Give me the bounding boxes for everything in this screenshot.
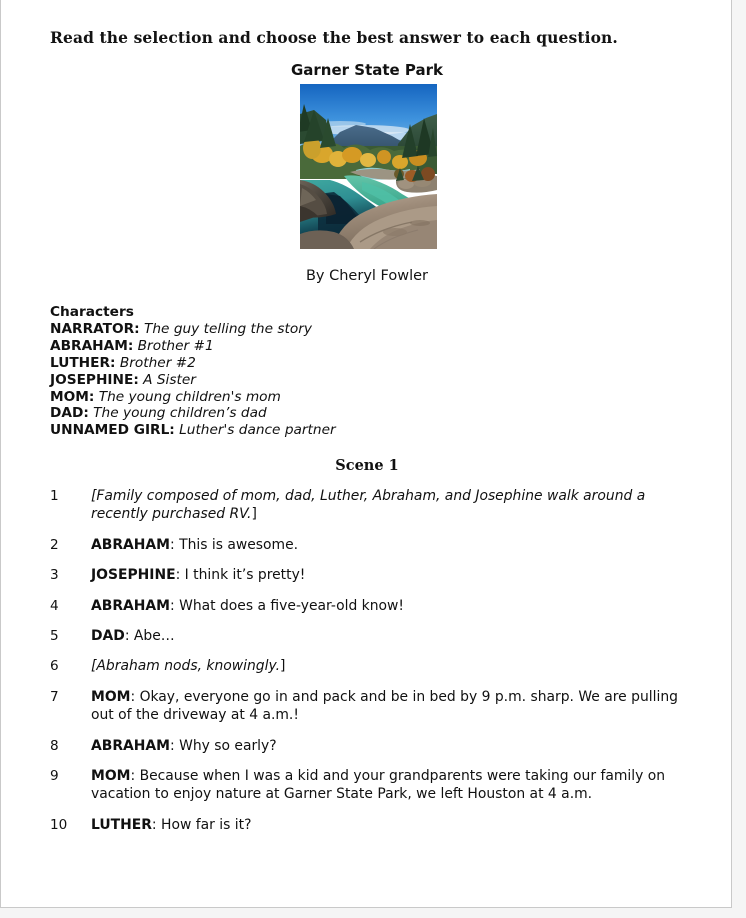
line-text: : This is awesome. [169, 536, 299, 553]
speaker-name: DAD [91, 628, 125, 645]
line-body [91, 816, 732, 834]
line-number: 8 [50, 737, 59, 754]
character-description: A Sister [143, 371, 196, 388]
character-entry [50, 321, 610, 338]
character-name: ABRAHAM: [50, 337, 134, 354]
line-text: : Why so early? [169, 737, 277, 754]
line-text: : I think it’s pretty! [175, 567, 306, 584]
character-description: Brother #1 [137, 337, 214, 354]
speaker-name: ABRAHAM [91, 737, 170, 754]
page-title: Garner State Park [290, 61, 444, 79]
dialogue-line [1, 688, 732, 725]
character-name: MOM: [50, 388, 95, 405]
speaker-name: LUTHER [91, 816, 152, 833]
stage-bracket-close: ] [280, 658, 286, 675]
character-name: UNNAMED GIRL: [50, 422, 175, 439]
character-entry [50, 355, 610, 372]
speaker-name: ABRAHAM [91, 597, 170, 614]
line-body [91, 536, 732, 554]
line-body [91, 487, 732, 524]
line-number: 5 [50, 628, 59, 645]
garner-state-park-photo [300, 84, 437, 249]
character-description: Luther's dance partner [179, 422, 336, 439]
character-description: Brother #2 [119, 354, 196, 371]
dialogue-line [1, 816, 732, 834]
line-text: : How far is it? [151, 816, 252, 833]
speaker-name: ABRAHAM [91, 536, 170, 553]
line-number: 4 [50, 597, 59, 614]
character-description: The young children's mom [98, 388, 281, 405]
scene-heading: Scene 1 [335, 457, 399, 474]
dialogue-line [1, 627, 732, 645]
character-name: JOSEPHINE: [50, 371, 139, 388]
character-entry [50, 405, 610, 422]
character-name: DAD: [50, 405, 89, 422]
line-number: 10 [50, 816, 68, 833]
line-body [91, 566, 732, 584]
line-text: : Okay, everyone go in and pack and be in bed by 9 p.m. sharp. We are pulling out of the driveway at 4 a.m.! [91, 688, 678, 724]
line-body [91, 657, 732, 675]
instruction-text: Read the selection and choose the best answer to each question. [50, 28, 618, 47]
characters-heading: Characters [50, 304, 134, 320]
speaker-name: MOM [91, 688, 131, 705]
line-number: 9 [50, 768, 59, 785]
character-name: LUTHER: [50, 354, 116, 371]
line-number: 7 [50, 688, 59, 705]
dialogue-line [1, 767, 732, 804]
line-body [91, 597, 732, 615]
selection-image [300, 84, 437, 249]
character-entry [50, 372, 610, 389]
stage-direction: [Abraham nods, knowingly. [91, 658, 281, 675]
dialogue-line [1, 566, 732, 584]
speaker-name: JOSEPHINE [91, 567, 176, 584]
character-name: NARRATOR: [50, 320, 140, 337]
line-number: 6 [50, 658, 59, 675]
character-description: The guy telling the story [144, 320, 312, 337]
dialogue-line [1, 657, 732, 675]
character-entry [50, 338, 610, 355]
dialogue-list [1, 487, 732, 846]
line-number: 2 [50, 536, 59, 553]
dialogue-line [1, 737, 732, 755]
dialogue-line [1, 536, 732, 554]
line-text: : Abe… [124, 628, 175, 645]
line-number: 1 [50, 488, 59, 504]
characters-block [50, 304, 610, 439]
line-number: 3 [50, 567, 59, 584]
line-text: : What does a five-year-old know! [169, 597, 404, 614]
line-text: : Because when I was a kid and your grandparents were taking our family on vacation to enjoy nature at Garner State Park, we left Houston at 4 a.m. [91, 768, 666, 803]
speaker-name: MOM [91, 768, 131, 785]
character-entry [50, 422, 610, 439]
stage-direction: [Family composed of mom, dad, Luther, Abraham, and Josephine walk around a recently purchased RV. [91, 488, 646, 523]
dialogue-line [1, 487, 732, 524]
dialogue-line [1, 597, 732, 615]
character-description: The young children’s dad [93, 405, 267, 422]
line-body [91, 627, 732, 645]
byline: By Cheryl Fowler [305, 268, 429, 284]
stage-bracket-close: ] [251, 506, 257, 523]
line-body [91, 737, 732, 755]
line-body [91, 688, 732, 725]
character-entry [50, 389, 610, 406]
line-body [91, 767, 732, 804]
